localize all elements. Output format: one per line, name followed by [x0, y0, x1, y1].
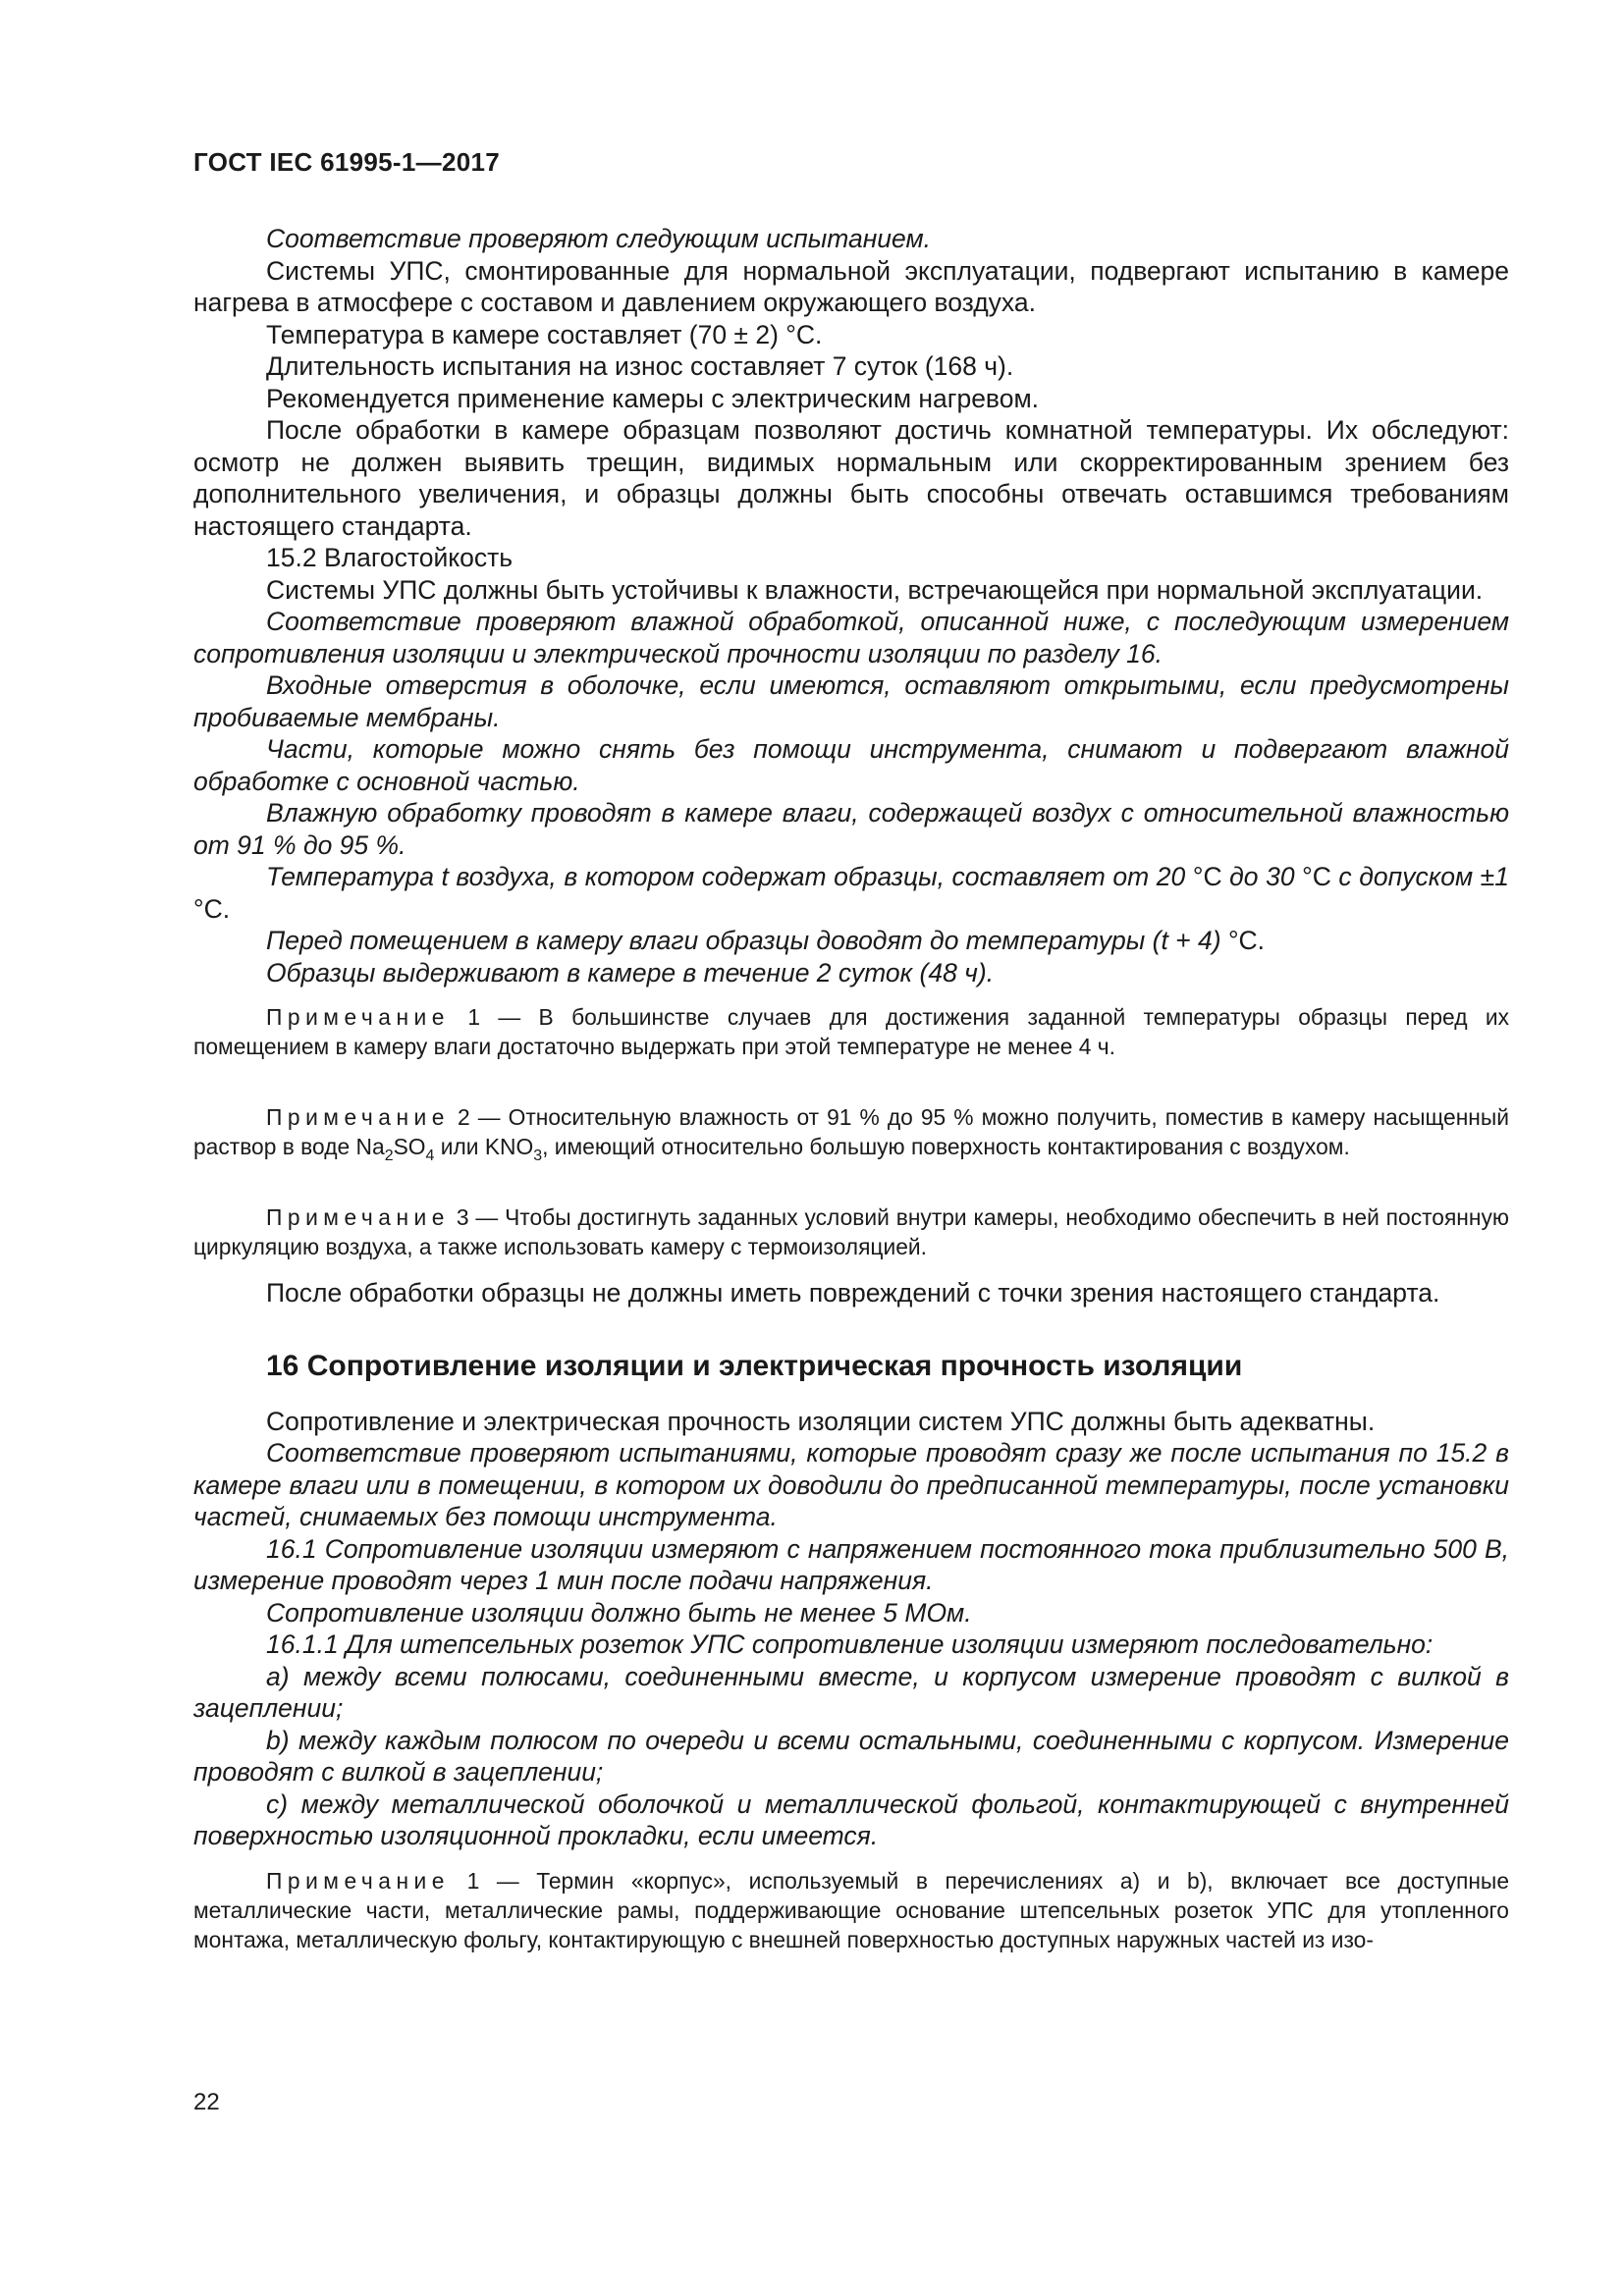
paragraph: После обработки образцы не должны иметь повреждений с точки зрения настоящего стандарта. [266, 1278, 1440, 1308]
note-4: Примечание 1 — Термин «корпус», используемый в перечислениях а) и b), включает все доступные металлические части, металлические рамы, поддерживающие основание штепсельных розеток УПС для утопленного монтажа, металлическую фольгу, контактирующую с внешней поверхностью доступных наружных частей из изо- [193, 1867, 1509, 1952]
section-heading: 16 Сопротивление изоляции и электрическая прочность изоляции [266, 1349, 1243, 1382]
paragraph: Сопротивление и электрическая прочность изоляции систем УПС должны быть адекватны. [266, 1406, 1376, 1436]
paragraph: 16.1.1 Для штепсельных розеток УПС сопротивление изоляции измеряют последовательно: [266, 1629, 1434, 1659]
paragraph: Входные отверстия в оболочке, если имеются, оставляют открытыми, если предусмотрены пробиваемые мембраны. [193, 670, 1509, 732]
page-number: 22 [193, 2089, 220, 2115]
page-content [193, 223, 1509, 1954]
note-2: Примечание 2 — Относительную влажность от 91 % до 95 % можно получить, поместив в камеру насыщенный раствор в воде $Na_2SO_4$ или $KNO_3$, имеющий относительно большую поверхность контактирования с воздухом. [193, 1104, 1509, 1164]
paragraph: Рекомендуется применение камеры с электрическим нагревом. [266, 383, 1040, 413]
paragraph: Системы УПС, смонтированные для нормальной эксплуатации, подвергают испытанию в камере нагрева в атмосфере с составом и давлением окружающего воздуха. [193, 255, 1509, 317]
paragraph: Части, которые можно снять без помощи инструмента, снимают и подвергают влажной обработке с основной частью. [193, 734, 1509, 796]
note-3: Примечание 3 — Чтобы достигнуть заданных условий внутри камеры, необходимо обеспечить в ней постоянную циркуляцию воздуха, а также использовать камеру с термоизоляцией. [193, 1204, 1509, 1259]
subsection-heading: 15.2 Влагостойкость [266, 543, 514, 572]
list-item: a) между всеми полюсами, соединенными вместе, и корпусом измерение проводят с вилкой в зацеплении; [193, 1661, 1509, 1723]
note-1: Примечание 1 — В большинстве случаев для достижения заданной температуры образцы перед их помещением в камеру влаги достаточно выдержать при этой температуре не менее 4 ч. [193, 1004, 1509, 1059]
list-item: b) между каждым полюсом по очереди и всеми остальными, соединенными с корпусом. Измерение проводят с вилкой в зацеплении; [193, 1725, 1509, 1787]
paragraph: Сопротивление изоляции должно быть не менее 5 МОм. [266, 1597, 972, 1628]
paragraph-before-chamber: Перед помещением в камеру влаги образцы доводят до температуры (t + 4) °С. [266, 926, 1266, 955]
paragraph: После обработки в камере образцам позволяют достичь комнатной температуры. Их обследуют: осмотр не должен выявить трещин, видимых нормальным или скорректированным зрением без дополнительного увеличения, и образцы должны быть способны отвечать оставшимся требованиям настоящего стандарта. [193, 415, 1509, 541]
document-header: ГОСТ IEC 61995-1—2017 [193, 147, 500, 177]
paragraph: Влажную обработку проводят в камере влаги, содержащей воздух с относительной влажностью от 91 % до 95 %. [193, 798, 1509, 860]
paragraph: Соответствие проверяют испытаниями, которые проводят сразу же после испытания по 15.2 в камере влаги или в помещении, в котором их доводили до предписанной температуры, после установки частей, снимаемых без помощи инструмента. [193, 1438, 1509, 1531]
paragraph: Длительность испытания на износ составляет 7 суток (168 ч). [266, 351, 1014, 381]
paragraph: Соответствие проверяют следующим испытанием. [266, 224, 932, 253]
paragraph: Температура в камере составляет (70 ± 2) °С. [266, 319, 823, 349]
paragraph: Образцы выдерживают в камере в течение 2 суток (48 ч). [266, 957, 995, 988]
paragraph-temperature: Температура t воздуха, в котором содержат образцы, составляет от 20 °С до 30 °С с допуском ±1 °С. [193, 862, 1509, 924]
paragraph: 16.1 Сопротивление изоляции измеряют с напряжением постоянного тока приблизительно 500 В, измерение проводят через 1 мин после подачи напряжения. [193, 1533, 1509, 1595]
list-item: c) между металлической оболочкой и металлической фольгой, контактирующей с внутренней поверхностью изоляционной прокладки, если имеется. [193, 1789, 1509, 1850]
paragraph: Системы УПС должны быть устойчивы к влажности, встречающейся при нормальной эксплуатации. [266, 574, 1484, 605]
paragraph: Соответствие проверяют влажной обработкой, описанной ниже, с последующим измерением сопротивления изоляции и электрической прочности изоляции по разделу 16. [193, 607, 1509, 668]
